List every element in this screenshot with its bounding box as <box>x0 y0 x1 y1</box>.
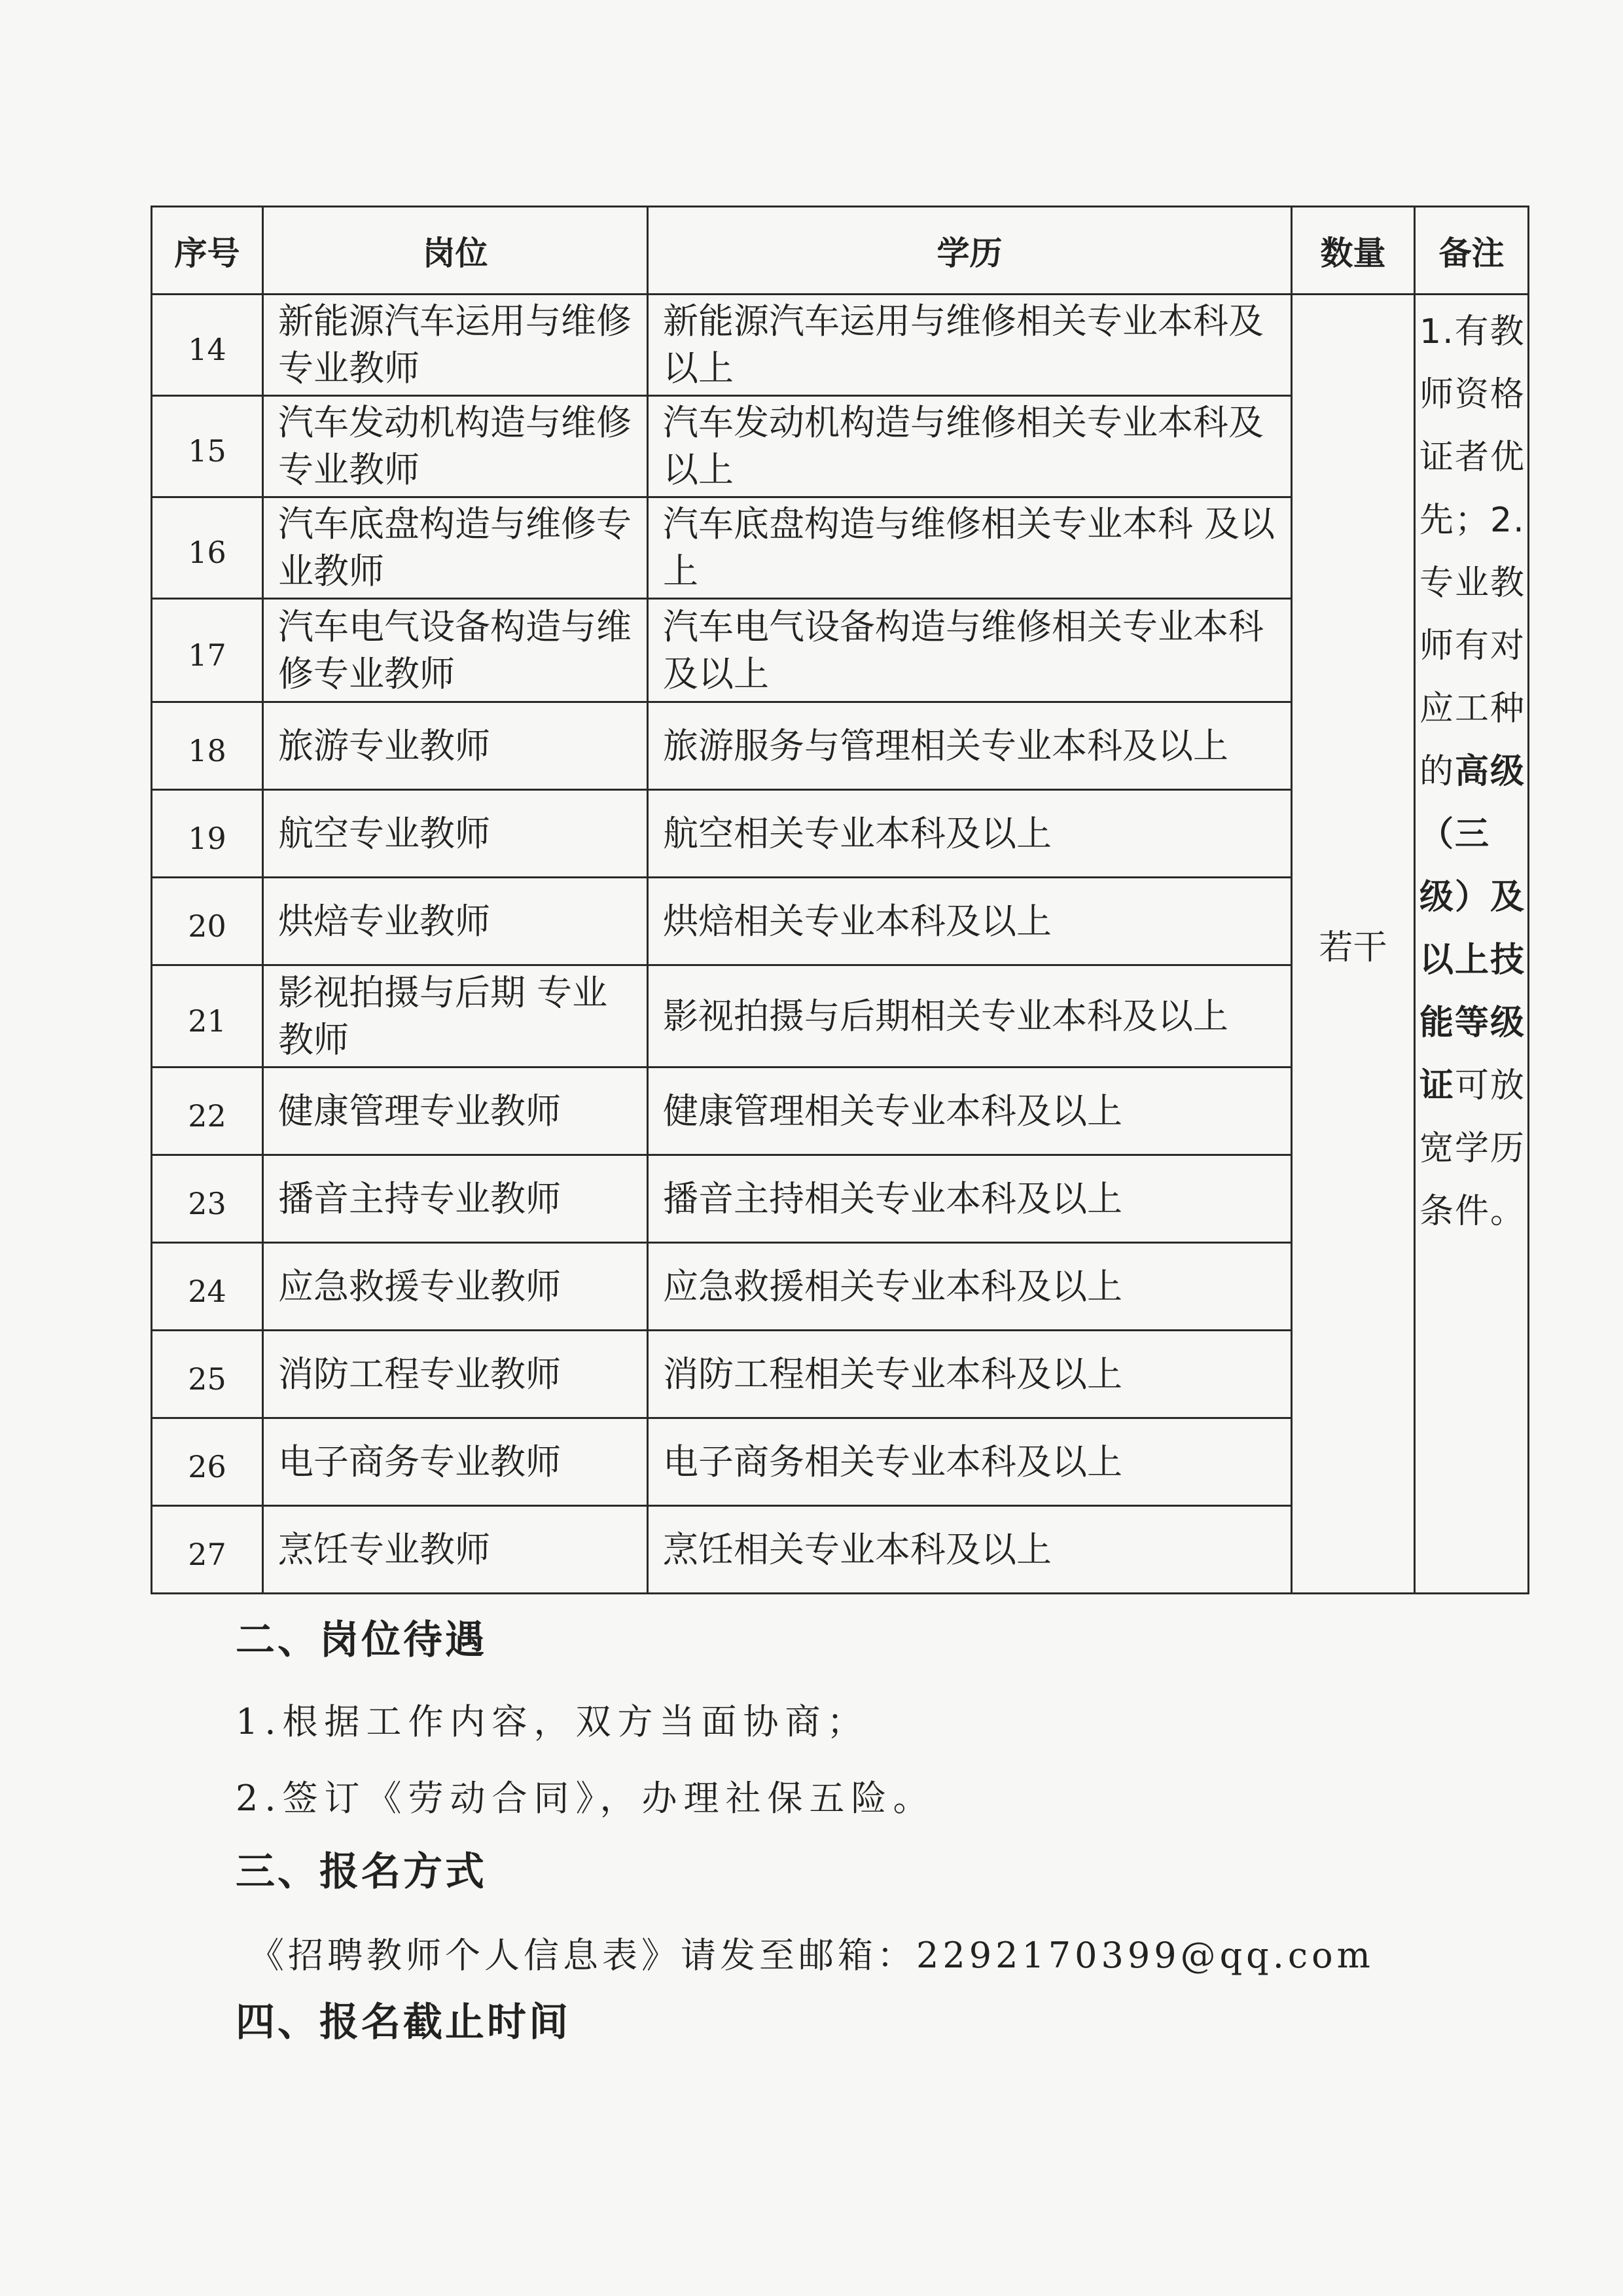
note-text-2: 可放宽学历条件。 <box>1419 1066 1526 1231</box>
row-number: 23 <box>152 1155 263 1243</box>
row-position: 汽车底盘构造与维修专业教师 <box>263 497 648 599</box>
header-no: 序号 <box>152 207 263 295</box>
row-education: 电子商务相关专业本科及以上 <box>648 1418 1292 1506</box>
row-number: 22 <box>152 1067 263 1155</box>
row-number: 17 <box>152 599 263 702</box>
row-position: 播音主持专业教师 <box>263 1155 648 1243</box>
row-position: 烹饪专业教师 <box>263 1506 648 1594</box>
row-education: 应急救援相关专业本科及以上 <box>648 1243 1292 1331</box>
row-position: 健康管理专业教师 <box>263 1067 648 1155</box>
row-number: 18 <box>152 702 263 790</box>
treatment-heading: 二、岗位待遇 <box>236 1617 487 1663</box>
note-text-bold: 高级（三级）及以上技能等级证 <box>1419 752 1526 1105</box>
quantity-cell: 若干 <box>1292 295 1415 1594</box>
row-number: 14 <box>152 295 263 396</box>
row-number: 19 <box>152 790 263 878</box>
treatment-item-2: 2.签订《劳动合同》，办理社保五险。 <box>236 1778 935 1819</box>
row-education: 汽车电气设备构造与维修相关专业本科及以上 <box>648 599 1292 702</box>
row-education: 旅游服务与管理相关专业本科及以上 <box>648 702 1292 790</box>
header-position: 岗位 <box>263 207 648 295</box>
row-number: 15 <box>152 396 263 497</box>
row-position: 旅游专业教师 <box>263 702 648 790</box>
row-position: 电子商务专业教师 <box>263 1418 648 1506</box>
row-number: 26 <box>152 1418 263 1506</box>
header-education: 学历 <box>648 207 1292 295</box>
row-education: 消防工程相关专业本科及以上 <box>648 1331 1292 1418</box>
note-cell <box>1415 295 1529 1594</box>
row-education: 航空相关专业本科及以上 <box>648 790 1292 878</box>
row-number: 25 <box>152 1331 263 1418</box>
note-text-1: 1.有教师资格证者优先；2.专业教师有对应工种的 <box>1419 312 1526 791</box>
row-position: 烘焙专业教师 <box>263 878 648 965</box>
row-position: 航空专业教师 <box>263 790 648 878</box>
row-position: 新能源汽车运用与维修专业教师 <box>263 295 648 396</box>
row-position: 影视拍摄与后期 专业教师 <box>263 965 648 1067</box>
row-education: 影视拍摄与后期相关专业本科及以上 <box>648 965 1292 1067</box>
row-education: 新能源汽车运用与维修相关专业本科及以上 <box>648 295 1292 396</box>
row-number: 27 <box>152 1506 263 1594</box>
row-education: 烹饪相关专业本科及以上 <box>648 1506 1292 1594</box>
row-position: 汽车电气设备构造与维修专业教师 <box>263 599 648 702</box>
signup-text: 《招聘教师个人信息表》请发至邮箱：2292170399@qq.com <box>249 1935 1374 1976</box>
treatment-item-1: 1.根据工作内容，双方当面协商； <box>236 1701 869 1742</box>
row-position: 应急救援专业教师 <box>263 1243 648 1331</box>
signup-heading: 三、报名方式 <box>236 1849 487 1895</box>
row-education: 健康管理相关专业本科及以上 <box>648 1067 1292 1155</box>
row-position: 消防工程专业教师 <box>263 1331 648 1418</box>
row-position: 汽车发动机构造与维修专业教师 <box>263 396 648 497</box>
row-number: 16 <box>152 497 263 599</box>
row-education: 播音主持相关专业本科及以上 <box>648 1155 1292 1243</box>
header-quantity: 数量 <box>1292 207 1415 295</box>
row-education: 汽车底盘构造与维修相关专业本科 及以上 <box>648 497 1292 599</box>
deadline-heading: 四、报名截止时间 <box>236 2000 571 2045</box>
row-number: 21 <box>152 965 263 1067</box>
table-row <box>152 295 1529 396</box>
row-number: 20 <box>152 878 263 965</box>
header-note: 备注 <box>1415 207 1529 295</box>
table-header-row <box>152 207 1529 295</box>
row-education: 汽车发动机构造与维修相关专业本科及以上 <box>648 396 1292 497</box>
row-number: 24 <box>152 1243 263 1331</box>
job-table <box>151 206 1529 1594</box>
row-education: 烘焙相关专业本科及以上 <box>648 878 1292 965</box>
